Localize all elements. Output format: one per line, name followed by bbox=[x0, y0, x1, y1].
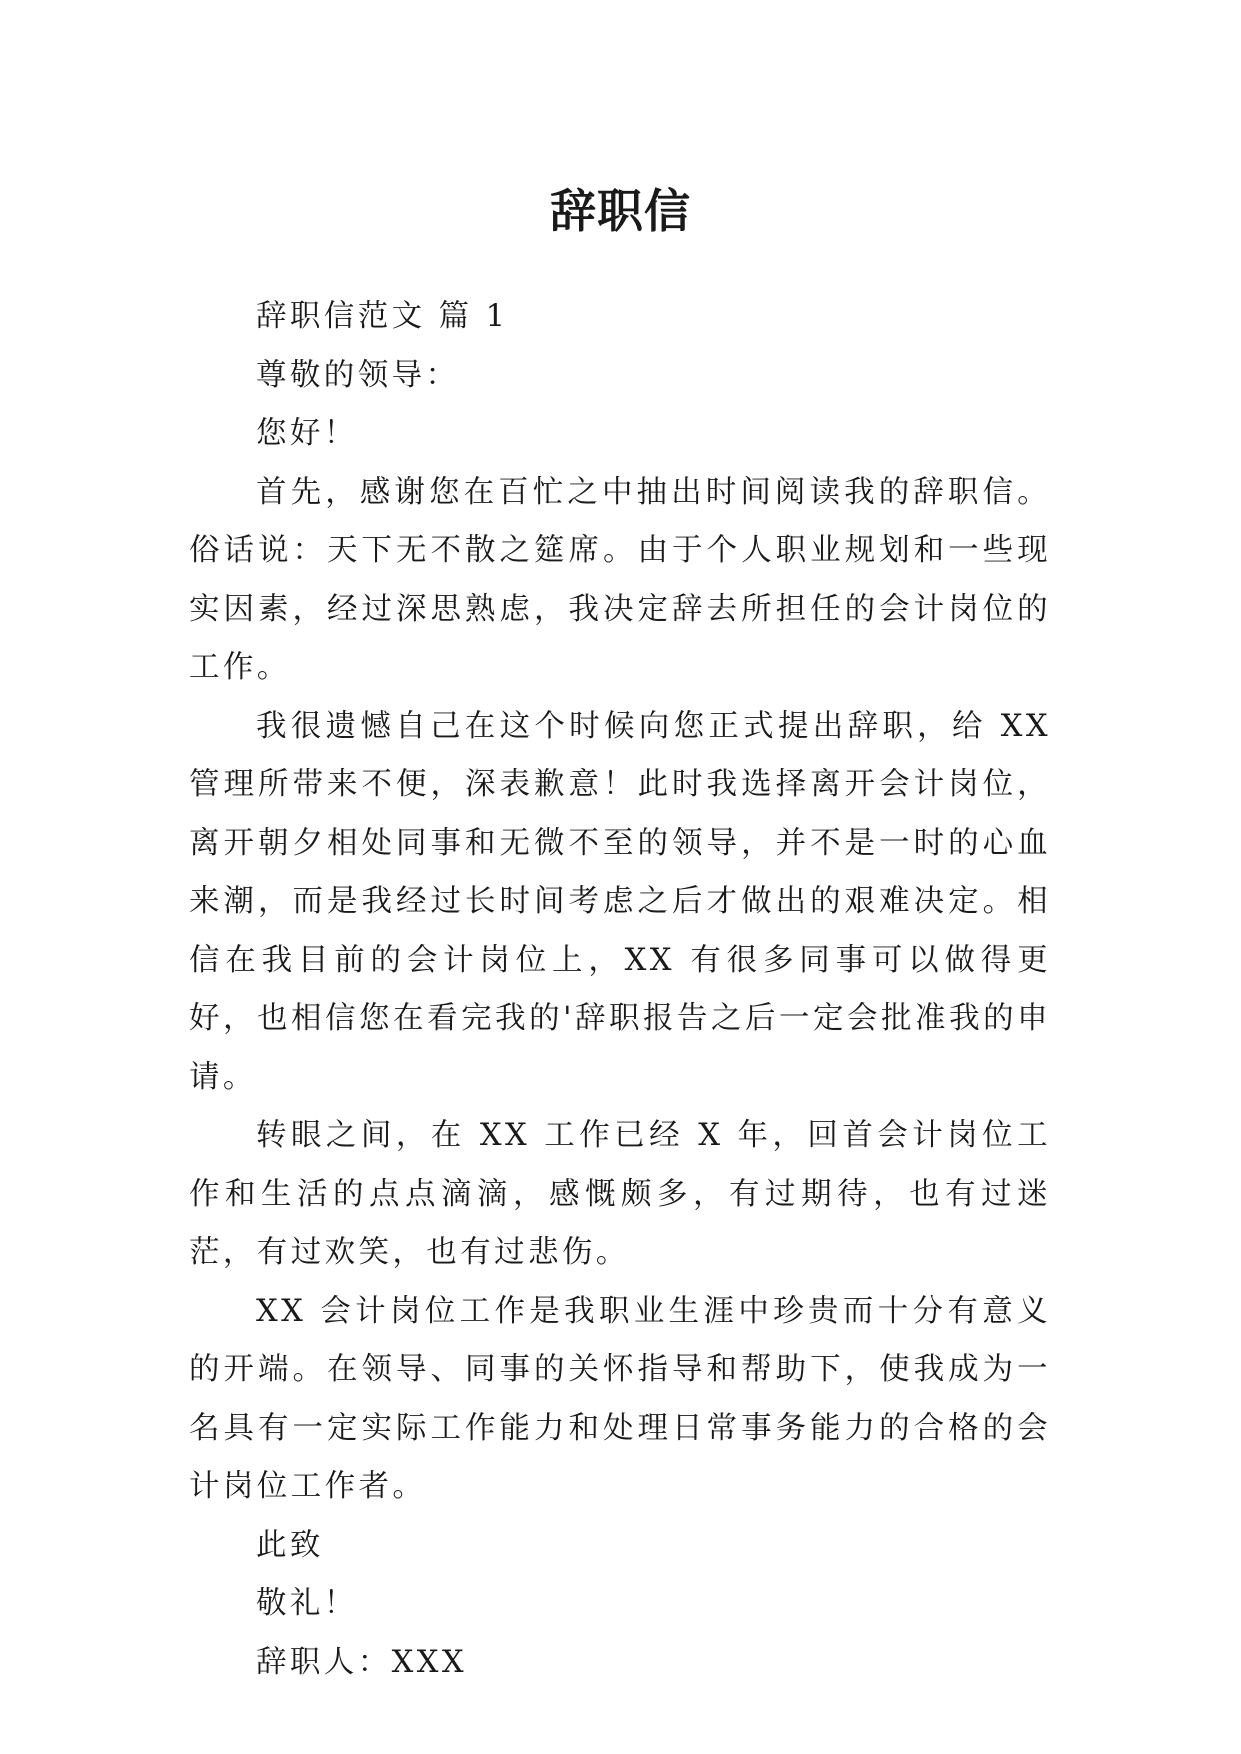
body-paragraph: 转眼之间，在 XX 工作已经 X 年，回首会计岗位工作和生活的点点滴滴，感慨颇多，有过期待，也有过迷茫，有过欢笑，也有过悲伤。 bbox=[189, 1118, 1051, 1270]
body-paragraph: 我很遗憾自己在这个时候向您正式提出辞职，给 XX 管理所带来不便，深表歉意！此时我选择离开会计岗位，离开朝夕相处同事和无微不至的领导，并不是一时的心血来潮，而是我经过长时间考虑之后才做出的艰难决定。相信在我目前的会计岗位上，XX 有很多同事可以做得更好，也相信您在看完我的'辞职报告之后一定会批准我的申请。 bbox=[189, 708, 1051, 1095]
greeting: 您好！ bbox=[256, 416, 358, 451]
signature-line: 辞职人：XXX bbox=[256, 1644, 467, 1680]
document-body bbox=[189, 288, 1051, 1692]
document-title: 辞职信 bbox=[550, 183, 691, 238]
body-paragraph: XX 会计岗位工作是我职业生涯中珍贵而十分有意义的开端。在领导、同事的关怀指导和帮助下，使我成为一名具有一定实际工作能力和处理日常事务能力的合格的会计岗位工作者。 bbox=[189, 1293, 1051, 1504]
closing-line: 此致 bbox=[256, 1527, 324, 1563]
salutation: 尊敬的领导： bbox=[256, 357, 460, 393]
section-heading: 辞职信范文 篇 1 bbox=[256, 299, 509, 334]
body-paragraph: 首先，感谢您在百忙之中抽出时间阅读我的辞职信。俗话说：天下无不散之筵席。由于个人职业规划和一些现实因素，经过深思熟虑，我决定辞去所担任的会计岗位的工作。 bbox=[189, 474, 1051, 685]
closing-regards: 敬礼！ bbox=[256, 1586, 358, 1621]
